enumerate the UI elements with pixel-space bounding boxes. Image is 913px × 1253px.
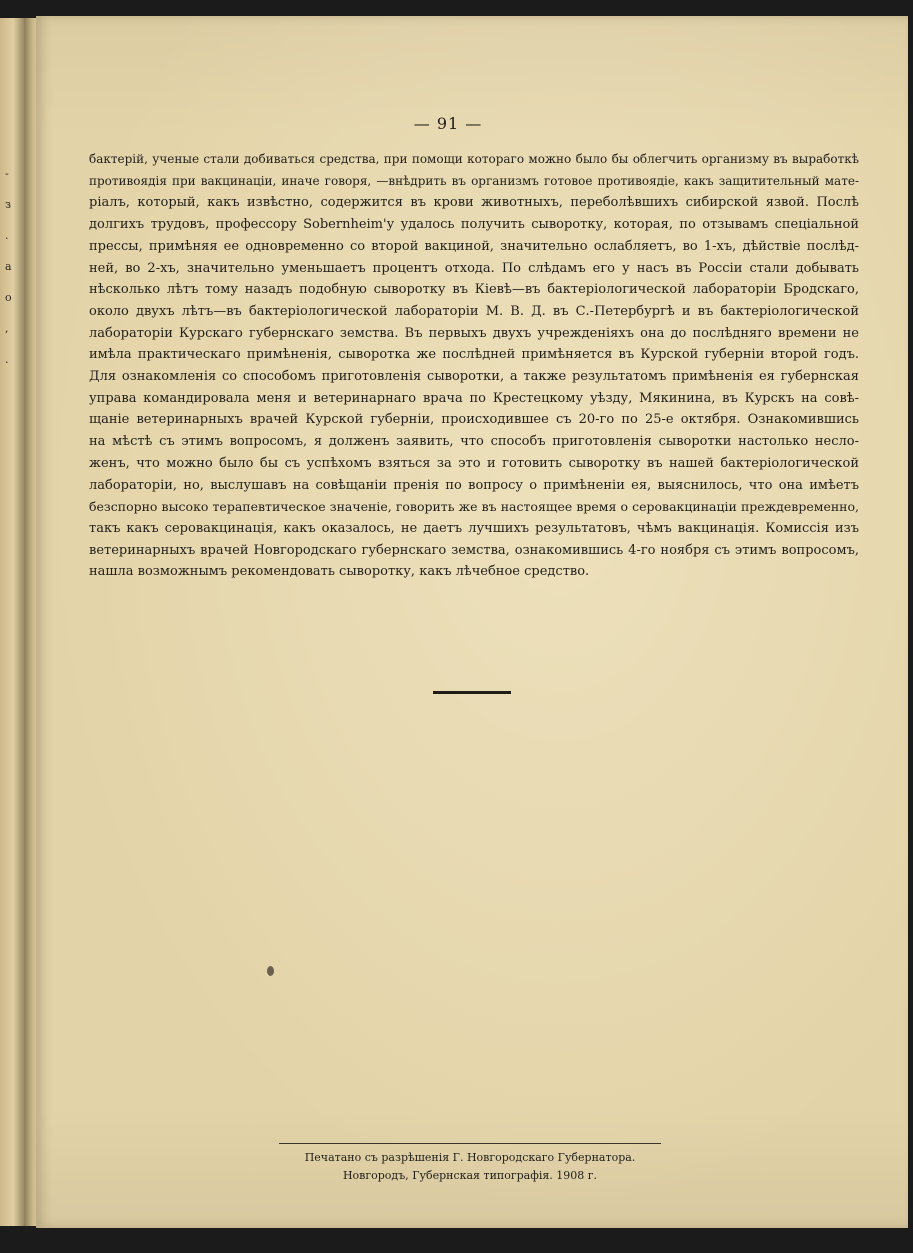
text-line: бактерій, ученые стали добиваться средства, при помощи котораго можно было бы облегчить организму въ выработкѣ (89, 152, 859, 166)
left-page-fragments (5, 158, 15, 375)
text-line: женъ, что можно было бы съ успѣхомъ взяться за это и готовить сыворотку въ нашей бактеріологической (89, 455, 859, 471)
text-line: около двухъ лѣтъ—въ бактеріологической лабораторіи М. В. Д. въ С.-Петербургѣ и въ бактеріологической (89, 303, 859, 319)
text-line: прессы, примѣняя ее одновременно со второй вакциной, значительно ослабляетъ, во 1-хъ, дѣйствіе послѣд- (89, 238, 859, 254)
text-line: щаніе ветеринарныхъ врачей Курской губерніи, происходившее съ 20-го по 25-е октября. Ознакомившись (89, 412, 859, 428)
text-line: имѣла практическаго примѣненія, сыворотка же послѣдней примѣняется въ Курской губерніи второй годъ. (89, 347, 859, 363)
text-line: управа командировала меня и ветеринарнаго врача по Крестецкому уѣзду, Мякинина, въ Курскъ на совѣ- (89, 390, 859, 406)
left-fragment: о (5, 291, 12, 304)
section-divider (433, 691, 511, 694)
page-number: — 91 — (413, 114, 483, 133)
imprint-line: Печатано съ разрѣшенія Г. Новгородскаго Губернатора. (304, 1151, 636, 1164)
left-fragment: , (5, 322, 9, 335)
text-line: лабораторіи Курскаго губернскаго земства. Въ первыхъ двухъ учрежденіяхъ она до послѣдняго времени не (89, 325, 859, 341)
text-line: безспорно высоко терапевтическое значеніе, говорить же въ настоящее время о серовакцинаціи преждевременно, (89, 499, 859, 515)
text-line: Для ознакомленія со способомъ приготовленія сыворотки, а также результатомъ примѣненія ея губернская (89, 369, 859, 385)
paper-blemish (267, 966, 274, 976)
printer-imprint (279, 1149, 661, 1185)
text-line: долгихъ трудовъ, профессору Sobernheim'у удалось получить сыворотку, которая, по отзывамъ спеціальной (89, 217, 859, 233)
text-line: ней, во 2-хъ, значительно уменьшаетъ процентъ отхода. По слѣдамъ его у насъ въ Россіи стали добывать (89, 260, 859, 276)
text-line: лабораторіи, но, выслушавъ на совѣщаніи пренія по вопросу о примѣненіи ея, выяснилось, что она имѣетъ (89, 477, 859, 493)
imprint-line: Новгородъ, Губернская типографія. 1908 г. (342, 1169, 598, 1182)
text-line: ріалъ, который, какъ извѣстно, содержится въ крови животныхъ, переболѣвшихъ сибирской язвой. Послѣ (89, 195, 859, 211)
left-fragment: . (5, 353, 9, 366)
left-page-edge (0, 18, 24, 1226)
imprint-rule (279, 1143, 661, 1144)
text-line: такъ какъ серовакцинація, какъ оказалось, не даетъ лучшихъ результатовъ, чѣмъ вакцинація. Комиссія изъ (89, 520, 859, 536)
left-fragment: - (5, 167, 9, 180)
text-line: нашла возможнымъ рекомендовать сыворотку, какъ лѣчебное средство. (89, 564, 590, 580)
text-line: нѣсколько лѣтъ тому назадъ подобную сыворотку въ Кіевѣ—въ бактеріологической лабораторіи Бродскаго, (89, 282, 859, 298)
body-paragraph (89, 149, 859, 583)
text-line: ветеринарныхъ врачей Новгородскаго губернскаго земства, ознакомившись 4-го ноября съ этимъ вопросомъ, (89, 542, 859, 558)
left-fragment: з (5, 198, 11, 211)
left-fragment: . (5, 229, 9, 242)
right-page (36, 16, 908, 1228)
text-line: противоядія при вакцинаціи, иначе говоря, —внѣдрить въ организмъ готовое противоядіе, какъ защитительный мате- (89, 173, 859, 188)
left-fragment: а (5, 260, 12, 273)
text-line: на мѣстѣ съ этимъ вопросомъ, я долженъ заявить, что способъ приготовленія сыворотки настолько несло- (89, 434, 859, 450)
